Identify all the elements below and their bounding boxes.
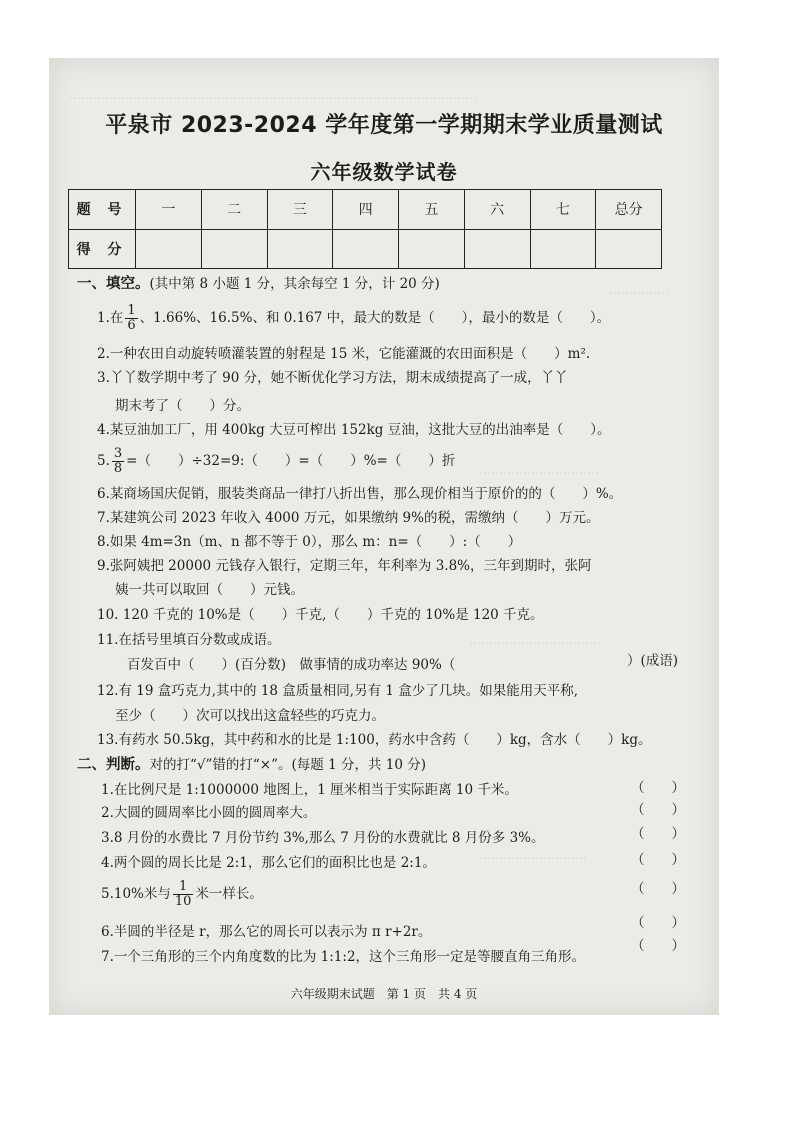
exam-subtitle: 六年级数学试卷 — [310, 160, 458, 184]
fraction: $\frac{1}{6}$ — [127, 303, 136, 333]
question-1-4: 4.某豆油加工厂，用 400kg 大豆可榨出 152kg 豆油，这批大豆的出油率是（ ）。 — [97, 422, 611, 438]
score-cell[interactable] — [201, 229, 267, 269]
score-cell[interactable] — [267, 229, 333, 269]
score-col-7: 七 — [530, 190, 596, 230]
judge-1-answer[interactable]: （ ） — [631, 780, 685, 796]
section2-heading: 二、判断。 — [77, 757, 150, 773]
bleed-through-text: ……………………… — [479, 848, 587, 862]
judge-4: 4.两个圆的周长比是 2:1，那么它们的面积比也是 2:1。 — [101, 855, 436, 871]
judge-4-answer[interactable]: （ ） — [631, 852, 685, 868]
bleed-through-text: …………………………… — [469, 633, 601, 647]
question-1-5: 5. $\frac{3}{8}$ =（ ）÷32=9:（ ）=（ ）%=（ ）折 — [97, 446, 456, 476]
judge-2-answer[interactable]: （ ） — [631, 802, 685, 818]
score-table-header-row — [69, 190, 662, 230]
score-table-score-row — [69, 229, 662, 269]
question-1-6: 6.某商场国庆促销，服装类商品一律打八折出售，那么现价相当于原价的的（ ）%。 — [97, 486, 623, 502]
judge-1: 1.在比例尺是 1:1000000 地图上，1 厘米相当于实际距离 10 千米。 — [101, 782, 518, 798]
judge-5-answer[interactable]: （ ） — [631, 881, 685, 897]
section2-note: 对的打“√”错的打“×”。(每题 1 分，共 10 分) — [149, 757, 426, 773]
judge-3-answer[interactable]: （ ） — [631, 826, 685, 842]
score-col-3: 三 — [267, 190, 333, 230]
page-footer: 六年级期末试题 第 1 页 共 4 页 — [290, 987, 478, 1001]
exam-title: 平泉市 2023-2024 学年度第一学期期末学业质量测试 — [105, 113, 663, 138]
score-col-2: 二 — [201, 190, 267, 230]
judge-7-answer[interactable]: （ ） — [631, 938, 685, 954]
judge-6: 6.半圆的半径是 r，那么它的周长可以表示为 π r+2r。 — [101, 924, 432, 940]
bleed-through-text: ………………………………………………………………………………………… — [69, 88, 477, 102]
question-1-9: 9.张阿姨把 20000 元钱存入银行，定期三年，年利率为 3.8%，三年到期时，张阿 — [97, 558, 592, 574]
score-header-label: 题 号 — [69, 190, 136, 230]
judge-6-answer[interactable]: （ ） — [631, 915, 685, 931]
question-1-9-cont: 姨一共可以取回（ ）元钱。 — [115, 582, 304, 598]
score-col-5: 五 — [399, 190, 465, 230]
question-1-13: 13.有药水 50.5kg，其中药和水的比是 1:100，药水中含药（ ）kg，含水（ ）kg。 — [97, 732, 652, 748]
score-cell[interactable] — [333, 229, 399, 269]
fraction: $\frac{1}{10}$ — [174, 879, 192, 909]
bleed-through-text: ………………………… — [479, 463, 599, 477]
question-1-7: 7.某建筑公司 2023 年收入 4000 万元，如果缴纳 9%的税，需缴纳（ ）万元。 — [97, 510, 600, 526]
score-cell[interactable] — [464, 229, 530, 269]
score-cell[interactable] — [530, 229, 596, 269]
question-1-10: 10. 120 千克的 10%是（ ）千克,（ ）千克的 10%是 120 千克。 — [97, 607, 544, 623]
score-cell[interactable] — [399, 229, 465, 269]
score-col-4: 四 — [333, 190, 399, 230]
section1-note: (其中第 8 小题 1 分，其余每空 1 分，计 20 分) — [149, 276, 440, 292]
score-col-1: 一 — [136, 190, 202, 230]
score-col-6: 六 — [464, 190, 530, 230]
section2-heading-line — [77, 755, 426, 775]
score-table — [68, 189, 662, 269]
bleed-through-text: …………… — [609, 283, 669, 297]
question-1-11-items: 百发百中（ ）(百分数) 做事情的成功率达 90%（ — [127, 657, 456, 673]
score-cell[interactable] — [596, 229, 662, 269]
question-1-12: 12.有 19 盒巧克力,其中的 18 盒质量相同,另有 1 盒少了几块。如果能用天平称, — [97, 683, 579, 699]
judge-2: 2.大圆的圆周率比小圆的圆周率大。 — [101, 805, 317, 821]
question-1-11: 11.在括号里填百分数或成语。 — [97, 632, 281, 648]
question-1-3: 3.丫丫数学期中考了 90 分，她不断优化学习方法，期末成绩提高了一成，丫丫 — [97, 370, 568, 386]
question-1-2: 2.一种农田自动旋转喷灌装置的射程是 15 米，它能灌溉的农田面积是（ ）m². — [97, 346, 591, 362]
judge-3: 3.8 月份的水费比 7 月份节约 3%,那么 7 月份的水费就比 8 月份多 3%。 — [101, 830, 545, 846]
fraction: $\frac{3}{8}$ — [113, 446, 123, 476]
section1-heading: 一、填空。 — [77, 276, 150, 292]
question-1-8: 8.如果 4m=3n（m、n 都不等于 0），那么 m：n=（ ）:（ ） — [97, 534, 522, 550]
score-row-label: 得 分 — [69, 229, 136, 269]
score-cell[interactable] — [136, 229, 202, 269]
judge-7: 7.一个三角形的三个内角度数的比为 1:1:2，这个三角形一定是等腰直角三角形。 — [101, 949, 586, 965]
question-1-12-cont: 至少（ ）次可以找出这盒轻些的巧克力。 — [115, 708, 385, 724]
judge-5: 5.10%米与 $\frac{1}{10}$ 米一样长。 — [101, 879, 263, 909]
score-col-total: 总分 — [596, 190, 662, 230]
section1-heading-line — [77, 274, 440, 294]
question-1-1: 1.在 $\frac{1}{6}$ 、1.66%、16.5%、和 0.167 中，最大的数是（ ），最小的数是（ ）。 — [97, 303, 611, 333]
exam-page — [49, 58, 719, 1015]
question-1-3-cont: 期末考了（ ）分。 — [115, 398, 250, 414]
question-1-11-end: ）(成语) — [627, 653, 679, 669]
